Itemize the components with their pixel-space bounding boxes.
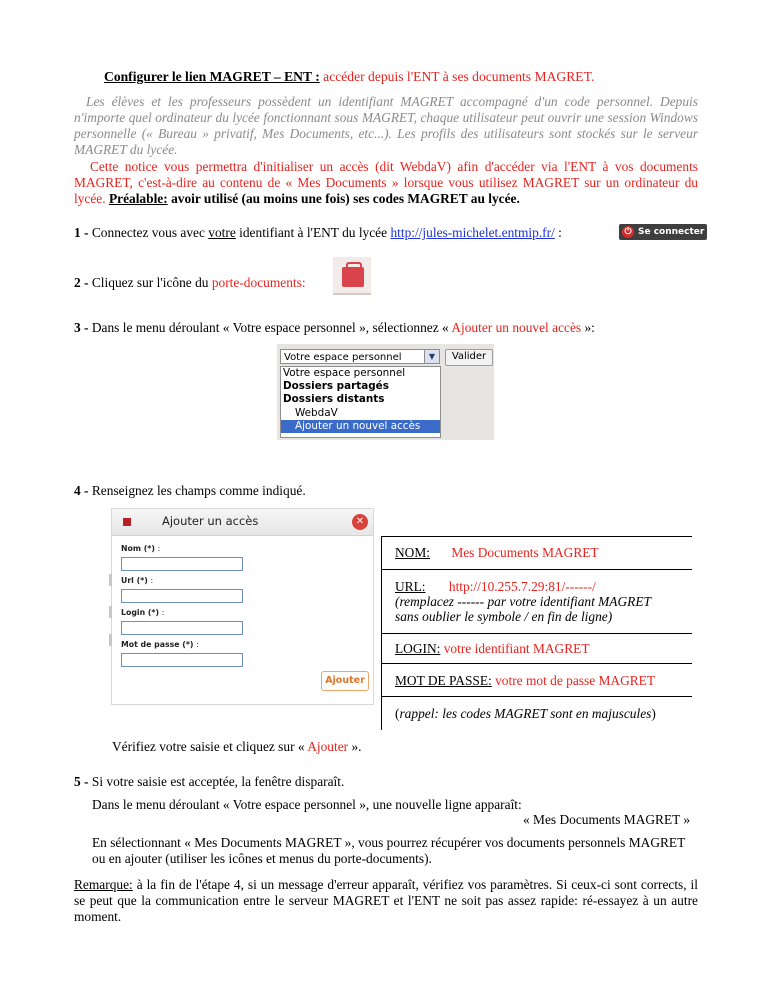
space-select-value: Votre espace personnel — [284, 352, 402, 363]
url-note-line-2: sans oublier le symbole / en fin de ligne) — [395, 609, 613, 624]
dropdown-option[interactable]: WebdaV — [295, 406, 338, 419]
close-icon[interactable]: ✕ — [352, 514, 368, 530]
ent-link[interactable]: http://jules-michelet.entmip.fr/ — [390, 225, 555, 240]
step-1-text-a: Connectez vous avec — [91, 225, 205, 240]
briefcase-body — [342, 267, 364, 287]
step-5-num: 5 - — [74, 774, 89, 789]
step-2-text-red: porte-documents: — [211, 275, 306, 290]
remark-label: Remarque: — [74, 877, 133, 892]
dialog-edge-mark — [109, 574, 112, 586]
remark-text: à la fin de l'étape 4, si un message d'erreur apparaît, vérifiez vos paramètres. Si ceux-ci sont corrects, il se peut que la communication entre le serveur MAGRET et l'ENT ne soit pas assez rapide: ré-essayez à un autre moment. — [74, 877, 698, 924]
password-input[interactable] — [121, 653, 243, 667]
step-4-num: 4 - — [74, 483, 89, 498]
dialog-square-icon — [123, 518, 131, 526]
nom-label: NOM: — [395, 545, 430, 560]
url-value: http://10.255.7.29:81/------/ — [448, 579, 596, 594]
password-label: MOT DE PASSE: — [395, 673, 492, 688]
step-4-text: Renseignez les champs comme indiqué. — [91, 483, 306, 498]
field-label-nom: Nom (*) : — [121, 544, 161, 553]
password-row — [395, 673, 655, 688]
login-value: votre identifiant MAGRET — [443, 641, 590, 656]
nom-input[interactable] — [121, 557, 243, 571]
step-5-line-4: En sélectionnant « Mes Documents MAGRET », vous pourrez récupérer vos documents personnels MAGRET ou en ajouter (utiliser les icônes et menus du porte-documents). — [92, 835, 686, 866]
title-rest: accéder depuis l'ENT à ses documents MAGRET. — [323, 69, 595, 84]
step-5-line-3: « Mes Documents MAGRET » — [523, 812, 691, 827]
step-5 — [74, 774, 344, 790]
step-3-num: 3 - — [74, 320, 89, 335]
notice-paragraph — [74, 159, 698, 207]
prereq-text: avoir utilisé (au moins une fois) ses codes MAGRET au lycée. — [171, 191, 520, 206]
step-3-text-a: Dans le menu déroulant « Votre espace personnel », sélectionnez « — [91, 320, 449, 335]
rappel-text: rappel: les codes MAGRET sont en majuscules — [399, 706, 652, 721]
intro-paragraph: Les élèves et les professeurs possèdent un identifiant MAGRET accompagné d'un code personnel. Depuis n'importe quel ordinateur du lycée fonctionnant sous MAGRET, chaque utilisateur peut ouvrir une session Windows personnelle (« Bureau » privatif, Mes Documents, etc...). Les profils des utilisateurs sont stockés sur le serveur MAGRET du lycée. — [74, 94, 698, 157]
table-divider — [381, 536, 692, 537]
add-access-dialog — [111, 508, 374, 705]
rappel-note: (rappel: les codes MAGRET sont en majuscules) — [395, 706, 656, 721]
page-title — [104, 69, 724, 85]
url-row — [395, 579, 596, 594]
step-1-num: 1 - — [74, 225, 89, 240]
dialog-edge-mark — [109, 606, 112, 618]
connect-button-label: Se connecter — [638, 227, 705, 237]
dropdown-list — [280, 366, 441, 438]
step-4 — [74, 483, 306, 499]
step-1-colon: : — [558, 225, 562, 240]
table-divider — [381, 696, 692, 697]
power-icon: ⏻ — [622, 226, 634, 238]
dialog-edge-mark — [109, 634, 112, 646]
table-divider — [381, 569, 692, 570]
field-label-url: Url (*) : — [121, 576, 154, 585]
login-row — [395, 641, 590, 656]
dialog-title: Ajouter un accès — [162, 514, 259, 528]
step-1 — [74, 225, 562, 241]
dropdown-option[interactable]: Votre espace personnel — [283, 367, 406, 379]
step-5-text: Si votre saisie est acceptée, la fenêtre disparaît. — [91, 774, 345, 789]
step-2 — [74, 275, 306, 291]
connect-button[interactable] — [619, 224, 707, 240]
chevron-down-icon[interactable]: ▼ — [424, 350, 439, 363]
verify-line — [112, 739, 362, 755]
url-note-line-1: (remplacez ------ par votre identifiant MAGRET — [395, 594, 651, 609]
step-2-text-a: Cliquez sur l'icône du — [91, 275, 209, 290]
dropdown-option-selected[interactable]: Ajouter un nouvel accès — [281, 420, 440, 433]
dropdown-screenshot — [277, 344, 494, 440]
title-underlined: Configurer le lien MAGRET – ENT : — [104, 69, 320, 84]
step-3-text-red: Ajouter un nouvel accès — [451, 320, 582, 335]
login-input[interactable] — [121, 621, 243, 635]
verify-text-a: Vérifiez votre saisie et cliquez sur « — [112, 739, 305, 754]
step-5-line-2: Dans le menu déroulant « Votre espace personnel », une nouvelle ligne apparaît: — [92, 797, 522, 812]
briefcase-icon[interactable] — [333, 257, 371, 295]
valider-button[interactable]: Valider — [445, 349, 493, 366]
url-label: URL: — [395, 579, 426, 594]
login-label: LOGIN: — [395, 641, 441, 656]
notice-text: Cette notice vous permettra d'initialiser un accès (dit WebdaV) afin d'accéder via l'ENT à vos documents MAGRET, c'est-à-dire au contenu de « Mes Documents » lorsque vous utilisez MAGRET sur un ordinateur du lycée. — [74, 159, 698, 206]
nom-row — [395, 545, 599, 560]
nom-value: Mes Documents MAGRET — [451, 545, 599, 560]
prereq-label: Préalable: — [108, 191, 168, 206]
dialog-title-bar — [112, 509, 373, 536]
verify-text-b: ». — [351, 739, 362, 754]
step-3 — [74, 320, 595, 336]
url-input[interactable] — [121, 589, 243, 603]
table-divider — [381, 633, 692, 634]
step-1-text-u: votre — [208, 225, 236, 240]
ajouter-button[interactable]: Ajouter — [321, 671, 369, 691]
step-1-text-b: identifiant à l'ENT du lycée — [239, 225, 388, 240]
field-label-password: Mot de passe (*) : — [121, 640, 199, 649]
verify-text-red: Ajouter — [307, 739, 349, 754]
url-note — [395, 594, 651, 624]
table-divider — [381, 663, 692, 664]
dropdown-option[interactable]: Dossiers partagés — [283, 380, 389, 393]
step-3-text-b: »: — [584, 320, 595, 335]
space-select[interactable] — [280, 349, 440, 364]
step-2-num: 2 - — [74, 275, 89, 290]
remark-paragraph — [74, 877, 698, 925]
dropdown-option[interactable]: Dossiers distants — [283, 393, 385, 406]
field-label-login: Login (*) : — [121, 608, 165, 617]
password-value: votre mot de passe MAGRET — [495, 673, 656, 688]
